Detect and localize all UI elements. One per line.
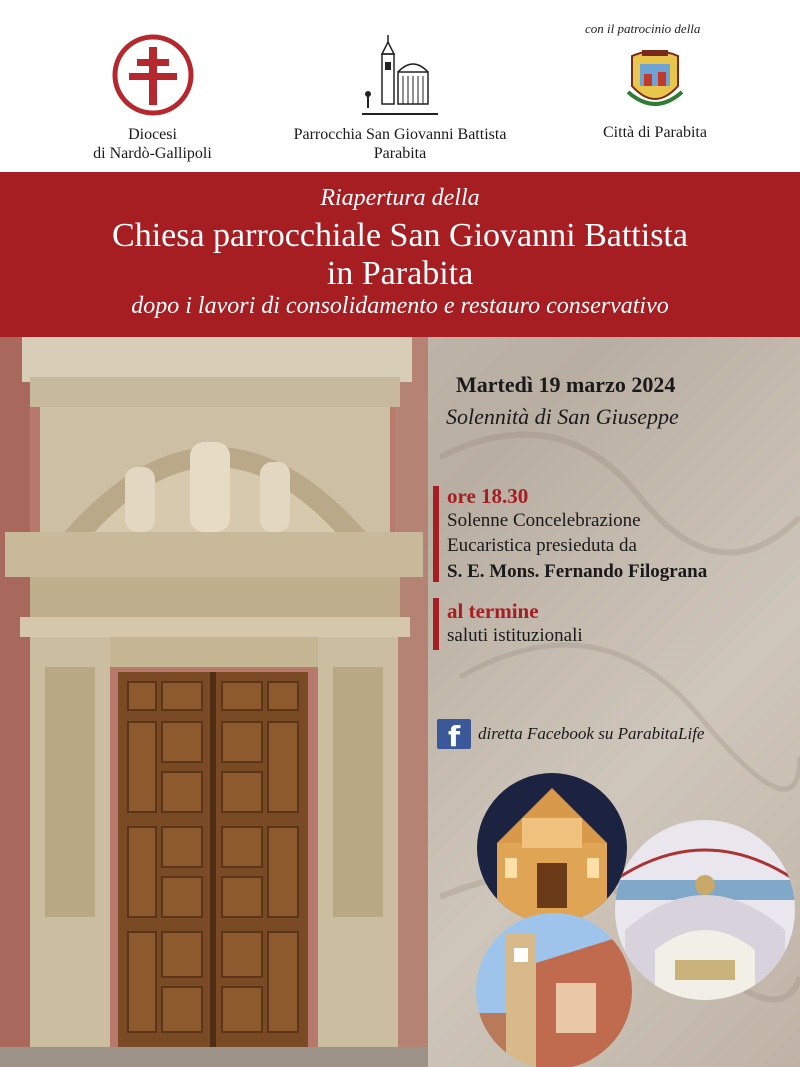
banner-title: Chiesa parrocchiale San Giovanni Battista	[112, 217, 688, 254]
citta-block	[570, 0, 740, 142]
church-tower-icon	[360, 32, 440, 118]
citta-label: Città di Parabita	[603, 124, 707, 141]
title-banner	[0, 172, 800, 337]
diocesi-line1: Diocesi	[128, 126, 177, 143]
parrocchia-block	[265, 0, 535, 163]
patrocinio-text: con il patrocinio della	[585, 21, 701, 36]
city-crest-icon	[622, 46, 688, 114]
facebook-icon[interactable]	[437, 719, 471, 749]
after-desc: saluti istituzionali	[447, 625, 583, 646]
banner-intro: Riapertura della	[320, 185, 480, 211]
diocesi-block	[70, 0, 235, 163]
event-celebrant: S. E. Mons. Fernando Filograna	[447, 561, 708, 582]
event-desc-line1: Solenne Concelebrazione	[447, 510, 641, 531]
event-time: ore 18.30	[447, 484, 529, 508]
parrocchia-line2: Parabita	[373, 145, 427, 162]
diocese-cross-icon	[111, 33, 195, 117]
church-portal-photo	[0, 337, 428, 1067]
svg-text:f: f	[448, 720, 461, 749]
event-date: Martedì 19 marzo 2024	[456, 372, 676, 397]
church-night-photo	[477, 773, 627, 923]
after-marker	[433, 598, 439, 650]
facebook-live-text[interactable]: diretta Facebook su ParabitaLife	[478, 724, 705, 743]
after-title: al termine	[447, 599, 539, 623]
parrocchia-line1: Parrocchia San Giovanni Battista	[293, 126, 507, 143]
header	[0, 0, 800, 172]
church-exterior-photo	[476, 913, 632, 1067]
time-marker	[433, 486, 439, 582]
church-interior-photo	[615, 820, 795, 1000]
diocesi-line2: di Nardò-Gallipoli	[93, 145, 212, 162]
banner-subtitle: dopo i lavori di consolidamento e restauro conservativo	[131, 293, 669, 319]
event-occasion: Solennità di San Giuseppe	[446, 404, 679, 429]
event-desc-line2: Eucaristica presieduta da	[447, 535, 637, 556]
banner-title-place: in Parabita	[326, 255, 474, 292]
